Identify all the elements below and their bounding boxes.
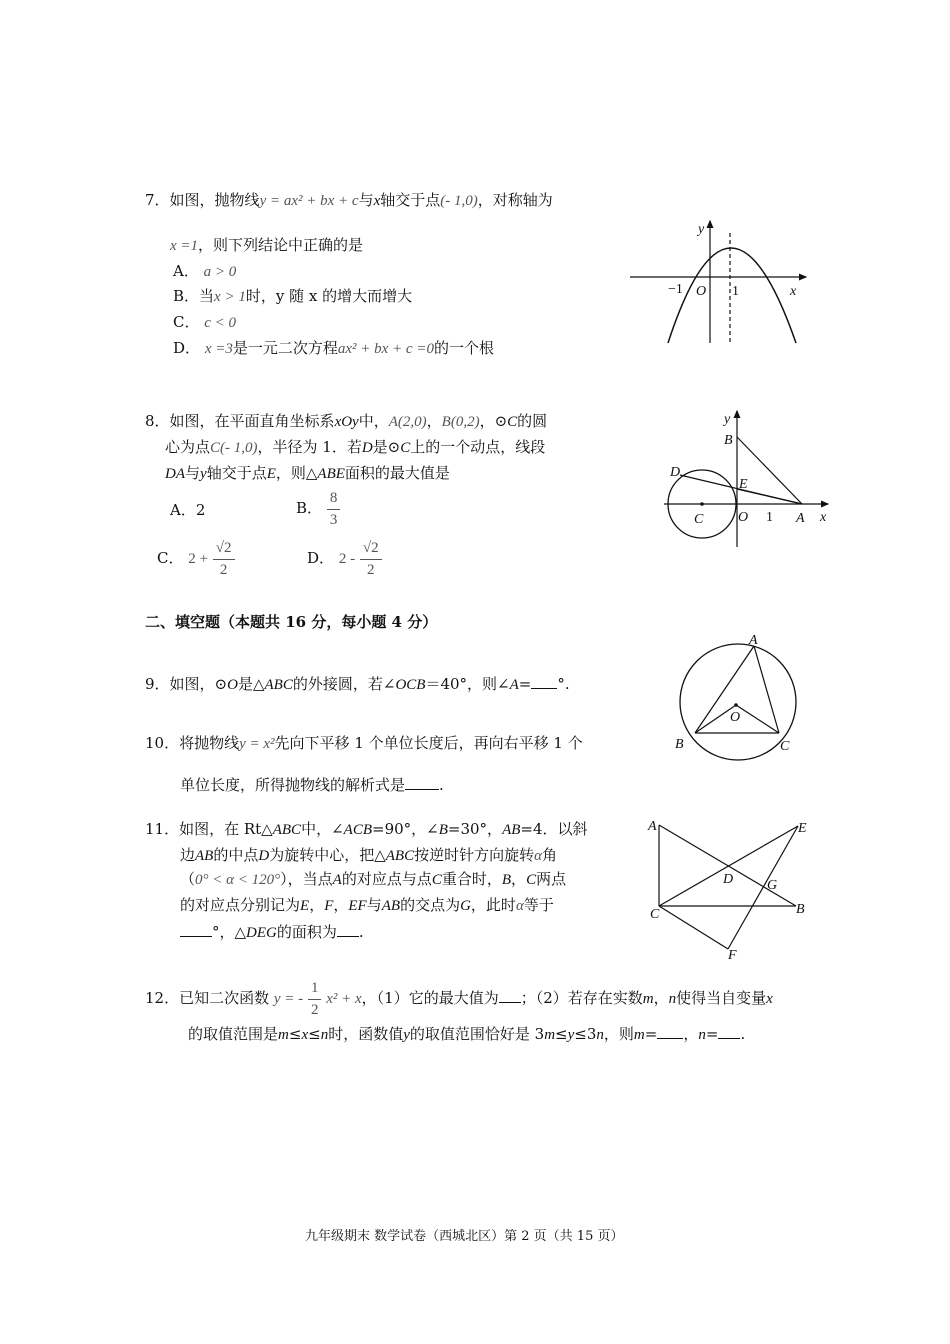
fig-label-g: G bbox=[767, 878, 778, 893]
q8-line2 bbox=[165, 440, 545, 456]
fraction bbox=[327, 490, 341, 528]
q11-alpha: α bbox=[515, 898, 524, 914]
q7-text: 如图，抛物线 bbox=[169, 191, 260, 209]
option-math: ax² + bx + c =0 bbox=[337, 341, 434, 357]
q12-text: ，（1）它的最大值为 bbox=[361, 989, 499, 1007]
q11-line2 bbox=[180, 848, 557, 864]
q11-text: （ bbox=[180, 870, 196, 888]
q11-var: C bbox=[526, 872, 537, 888]
q7-option-d bbox=[173, 341, 494, 357]
denominator: 2 bbox=[366, 561, 375, 578]
q8-text: ，半径为 1．若 bbox=[257, 438, 362, 456]
fig-label-b: B bbox=[796, 902, 805, 917]
q11-text: ， bbox=[511, 870, 527, 888]
q7-text: ，则下列结论中正确的是 bbox=[198, 236, 364, 254]
q8-number: 8． bbox=[145, 412, 170, 430]
q11-text: ， bbox=[333, 896, 349, 914]
q11-text: 角 bbox=[541, 846, 557, 864]
q7-text: ，对称轴为 bbox=[477, 191, 553, 209]
q7-option-c bbox=[173, 315, 236, 331]
q12-equation: x² + x bbox=[326, 991, 362, 1007]
q8-point-c: C(- 1,0) bbox=[210, 440, 258, 456]
option-label: B． bbox=[296, 499, 323, 517]
q12-var: m bbox=[633, 1027, 645, 1043]
q12-line1 bbox=[145, 980, 773, 1018]
center-o bbox=[734, 703, 738, 707]
answer-blank[interactable] bbox=[337, 922, 359, 937]
q9-text: 是△ bbox=[237, 675, 265, 693]
q9-text: 如图，⊙ bbox=[169, 675, 228, 693]
numerator: 8 bbox=[327, 490, 341, 510]
q11-range: 0° < α < 120° bbox=[195, 872, 281, 888]
q12-var: x bbox=[766, 991, 773, 1007]
segment-ba bbox=[737, 437, 802, 504]
q12-text: 已知二次函数 bbox=[179, 989, 270, 1007]
q11-text: =30°， bbox=[447, 820, 503, 838]
q9-circle-figure bbox=[668, 632, 808, 754]
q9-text: = bbox=[518, 675, 532, 693]
q11-text: 的交点为 bbox=[400, 896, 461, 914]
option-label: D． bbox=[307, 549, 335, 567]
q10-text: 先向下平移 1 个单位长度后，再向右平移 1 个 bbox=[274, 734, 583, 752]
q8-text: 如图，在平面直角坐标系 bbox=[169, 412, 335, 430]
fig-label-m1: −1 bbox=[668, 282, 683, 297]
q11-text: =4．以斜 bbox=[520, 820, 588, 838]
q8-option-b bbox=[296, 490, 340, 528]
q8-var: E bbox=[266, 466, 276, 482]
q11-number: 11． bbox=[145, 820, 180, 838]
q11-var: E bbox=[300, 898, 310, 914]
q8-text: ，⊙ bbox=[479, 412, 508, 430]
q8-text: 中， bbox=[358, 412, 389, 430]
q8-var: C bbox=[400, 440, 411, 456]
q12-text: 使得当自变量 bbox=[676, 989, 767, 1007]
q12-equation: y = - bbox=[273, 991, 304, 1007]
option-math: a > 0 bbox=[203, 264, 237, 280]
q8-var: D bbox=[361, 440, 373, 456]
q12-var: n bbox=[668, 991, 677, 1007]
q8-line3 bbox=[165, 466, 450, 482]
q12-var: n bbox=[698, 1027, 706, 1043]
q7-point: (- 1,0) bbox=[440, 193, 478, 209]
q11-line1 bbox=[145, 822, 588, 838]
q8-text: ， bbox=[426, 412, 442, 430]
q8-text: ，则△ bbox=[275, 464, 318, 482]
q9-var: A bbox=[509, 677, 519, 693]
q9-text: ＝40°，则∠ bbox=[425, 675, 510, 693]
fig-label-o: O bbox=[730, 710, 741, 725]
option-math: 2 + bbox=[188, 551, 208, 567]
q11-rotation-figure bbox=[640, 812, 820, 962]
q8-circle-figure bbox=[660, 405, 840, 555]
option-text: 是一元二次方程 bbox=[232, 339, 338, 357]
fig-label-e: E bbox=[739, 477, 748, 492]
fig-label-c: C bbox=[694, 512, 704, 527]
q10-line2 bbox=[180, 775, 444, 793]
fig-label-o: O bbox=[696, 284, 707, 299]
q7-parabola-figure bbox=[620, 215, 820, 350]
q8-text: 与 bbox=[185, 464, 201, 482]
q11-text: 的对应点分别记为 bbox=[180, 896, 301, 914]
q11-var: AB bbox=[381, 898, 401, 914]
answer-blank[interactable] bbox=[405, 775, 439, 790]
q11-text: 的中点 bbox=[213, 846, 259, 864]
q10-line1 bbox=[145, 736, 583, 752]
q10-text: 单位长度，所得抛物线的解析式是 bbox=[180, 776, 406, 794]
q11-var: AB bbox=[195, 848, 214, 864]
q12-text: ≤3 bbox=[574, 1025, 597, 1043]
fig-label-a: A bbox=[749, 633, 758, 648]
fig-label-b: B bbox=[724, 433, 733, 448]
page-footer: 九年级期末 数学试卷（西城北区）第 2 页（共 15 页） bbox=[305, 1229, 624, 1244]
fig-label-1: 1 bbox=[766, 510, 773, 525]
numerator: √2 bbox=[213, 540, 235, 560]
q8-var: C bbox=[507, 414, 518, 430]
q9-text: 的外接圆，若∠ bbox=[292, 675, 396, 693]
option-math: c < 0 bbox=[204, 315, 237, 331]
q12-var: m bbox=[642, 991, 654, 1007]
fig-label-f: F bbox=[728, 948, 737, 963]
q11-text: 为旋转中心，把△ bbox=[269, 846, 386, 864]
q12-var: y bbox=[567, 1027, 575, 1043]
option-text: 时，y 随 x 的增大而增大 bbox=[245, 287, 413, 305]
circumcircle bbox=[680, 644, 796, 760]
q11-var: B bbox=[501, 872, 512, 888]
option-math: x =3 bbox=[204, 341, 233, 357]
fig-label-e: E bbox=[798, 821, 807, 836]
fraction bbox=[213, 540, 235, 578]
q11-text: 如图，在 Rt△ bbox=[179, 820, 273, 838]
q11-var: AB bbox=[502, 822, 521, 838]
option-text: 的一个根 bbox=[433, 339, 494, 357]
fig-label-o: O bbox=[738, 510, 749, 525]
option-label: C． bbox=[173, 313, 200, 331]
fraction bbox=[308, 980, 322, 1018]
q11-var: ABC bbox=[272, 822, 302, 838]
q11-var: C bbox=[431, 872, 442, 888]
q7-equation: y = ax² + bx + c bbox=[259, 193, 359, 209]
q7-option-b bbox=[173, 289, 412, 305]
fig-label-1: 1 bbox=[732, 284, 739, 299]
q11-var: A bbox=[332, 872, 342, 888]
option-label: C． bbox=[157, 549, 184, 567]
q8-line1 bbox=[145, 414, 547, 430]
q12-text: ，则 bbox=[603, 1025, 634, 1043]
answer-blank[interactable] bbox=[531, 674, 557, 689]
q8-text: 轴交于点 bbox=[206, 464, 267, 482]
q11-line5 bbox=[180, 922, 364, 941]
q8-var: DA bbox=[165, 466, 185, 482]
q12-number: 12． bbox=[145, 989, 180, 1007]
q11-text: 与 bbox=[366, 896, 382, 914]
option-math: 2 - bbox=[338, 551, 356, 567]
q10-number: 10． bbox=[145, 734, 180, 752]
q8-var: y bbox=[200, 466, 207, 482]
fig-label-x: x bbox=[820, 510, 827, 525]
answer-blank[interactable] bbox=[718, 1024, 740, 1039]
answer-blank[interactable] bbox=[657, 1024, 683, 1039]
q8-point-a: A(2,0) bbox=[388, 414, 427, 430]
q12-text: ≤ bbox=[308, 1025, 321, 1043]
q9-number: 9． bbox=[145, 675, 170, 693]
option-label: B． bbox=[173, 287, 200, 305]
q12-text: = bbox=[705, 1025, 719, 1043]
fig-label-d: D bbox=[670, 465, 681, 480]
fig-label-a: A bbox=[796, 511, 805, 526]
q12-text: 的取值范围是 bbox=[188, 1025, 279, 1043]
numerator: √2 bbox=[360, 540, 382, 560]
q11-text: 等于 bbox=[523, 896, 554, 914]
segment-cf bbox=[659, 906, 728, 949]
q12-text: ， bbox=[683, 1025, 699, 1043]
q7-line1 bbox=[145, 193, 553, 209]
q11-text: ，此时 bbox=[470, 896, 516, 914]
q12-var: n bbox=[596, 1027, 604, 1043]
fig-label-y: y bbox=[698, 222, 705, 237]
q10-text: 将抛物线 bbox=[179, 734, 240, 752]
q7-var: x bbox=[373, 193, 381, 209]
q12-var: m bbox=[278, 1027, 289, 1043]
q11-alpha: α bbox=[534, 848, 542, 864]
q11-text: 的对应点与点 bbox=[341, 870, 432, 888]
fig-label-x: x bbox=[790, 284, 797, 299]
q9-line bbox=[145, 674, 570, 693]
q7-text: 与 bbox=[358, 191, 374, 209]
q11-var: D bbox=[258, 848, 270, 864]
q9-var: O bbox=[227, 677, 238, 693]
q11-text: °，△ bbox=[212, 923, 247, 941]
q12-var: x bbox=[301, 1027, 309, 1043]
q8-var: ABE bbox=[317, 466, 345, 482]
q8-option-a: A．2 bbox=[170, 501, 206, 519]
q11-text: 重合时， bbox=[441, 870, 502, 888]
q11-text: 的面积为 bbox=[276, 923, 337, 941]
section-title: 二、填空题（本题共 16 分，每小题 4 分） bbox=[145, 613, 438, 631]
q11-text: 两点 bbox=[536, 870, 567, 888]
q8-text: 的圆 bbox=[517, 412, 548, 430]
q7-number: 7． bbox=[145, 191, 170, 209]
option-label: A． bbox=[173, 262, 199, 280]
fig-label-c: C bbox=[650, 907, 660, 922]
q11-text: ， bbox=[309, 896, 325, 914]
segment-ef bbox=[728, 826, 798, 949]
q12-var: y bbox=[403, 1027, 410, 1043]
denominator: 2 bbox=[219, 561, 228, 578]
q7-axis: x =1 bbox=[170, 238, 199, 254]
q12-var: n bbox=[320, 1027, 329, 1043]
fig-label-d: D bbox=[723, 872, 734, 887]
q8-var: xOy bbox=[334, 414, 359, 430]
q10-equation: y = x² bbox=[239, 736, 275, 752]
q7-text: 轴交于点 bbox=[380, 191, 441, 209]
q9-var: OCB bbox=[395, 677, 426, 693]
q8-text: 面积的最大值是 bbox=[344, 464, 450, 482]
q11-text: ），当点 bbox=[280, 870, 333, 888]
option-label: D． bbox=[173, 339, 201, 357]
q8-point-b: B(0,2) bbox=[441, 414, 480, 430]
q12-text: ；（2）若存在实数 bbox=[520, 989, 643, 1007]
q8-option-d bbox=[307, 540, 382, 578]
q11-line4 bbox=[180, 898, 554, 914]
q11-var: ACB bbox=[343, 822, 372, 838]
denominator: 3 bbox=[329, 511, 338, 528]
q12-var: m bbox=[544, 1027, 556, 1043]
option-text: 当 bbox=[199, 287, 215, 305]
numerator: 1 bbox=[308, 980, 322, 1000]
q12-text: 时，函数值 bbox=[328, 1025, 404, 1043]
q12-text: = bbox=[644, 1025, 658, 1043]
q10-text: . bbox=[439, 776, 444, 794]
answer-blank[interactable] bbox=[499, 988, 521, 1003]
denominator: 2 bbox=[310, 1001, 319, 1018]
fig-label-c: C bbox=[780, 739, 790, 754]
q12-text: ≤ bbox=[288, 1025, 302, 1043]
q7-line2 bbox=[170, 238, 363, 254]
side-ab bbox=[695, 646, 754, 733]
answer-blank[interactable] bbox=[180, 922, 212, 937]
option-math: x > 1 bbox=[214, 289, 246, 305]
q12-text: ≤ bbox=[555, 1025, 568, 1043]
q11-line3 bbox=[180, 872, 566, 888]
q12-line2 bbox=[188, 1024, 745, 1043]
fig-label-a: A bbox=[648, 819, 657, 834]
center-c bbox=[700, 502, 704, 506]
q11-text: 按逆时针方向旋转 bbox=[414, 846, 535, 864]
q8-option-c bbox=[157, 540, 235, 578]
q11-text: 中，∠ bbox=[301, 820, 344, 838]
q12-text: ， bbox=[653, 989, 669, 1007]
q11-text: =90°，∠ bbox=[372, 820, 439, 838]
fraction bbox=[360, 540, 382, 578]
side-ac bbox=[754, 646, 779, 733]
q11-var: B bbox=[438, 822, 448, 838]
q8-text: 心为点 bbox=[165, 438, 211, 456]
q11-var: G bbox=[460, 898, 471, 914]
q11-text: 边 bbox=[180, 846, 196, 864]
q8-text: 是⊙ bbox=[372, 438, 401, 456]
q11-var: ABC bbox=[385, 848, 415, 864]
q8-text: 上的一个动点，线段 bbox=[410, 438, 546, 456]
q7-option-a bbox=[173, 264, 236, 280]
q11-var: F bbox=[324, 898, 334, 914]
q11-text: . bbox=[358, 923, 364, 941]
q11-var: EF bbox=[348, 898, 367, 914]
q9-var: ABC bbox=[264, 677, 293, 693]
fig-label-b: B bbox=[675, 737, 684, 752]
q12-text: 的取值范围恰好是 3 bbox=[409, 1025, 545, 1043]
fig-label-y: y bbox=[724, 412, 731, 427]
q12-text: . bbox=[740, 1025, 746, 1043]
q9-text: °. bbox=[557, 675, 570, 693]
q11-var: DEG bbox=[246, 925, 277, 941]
